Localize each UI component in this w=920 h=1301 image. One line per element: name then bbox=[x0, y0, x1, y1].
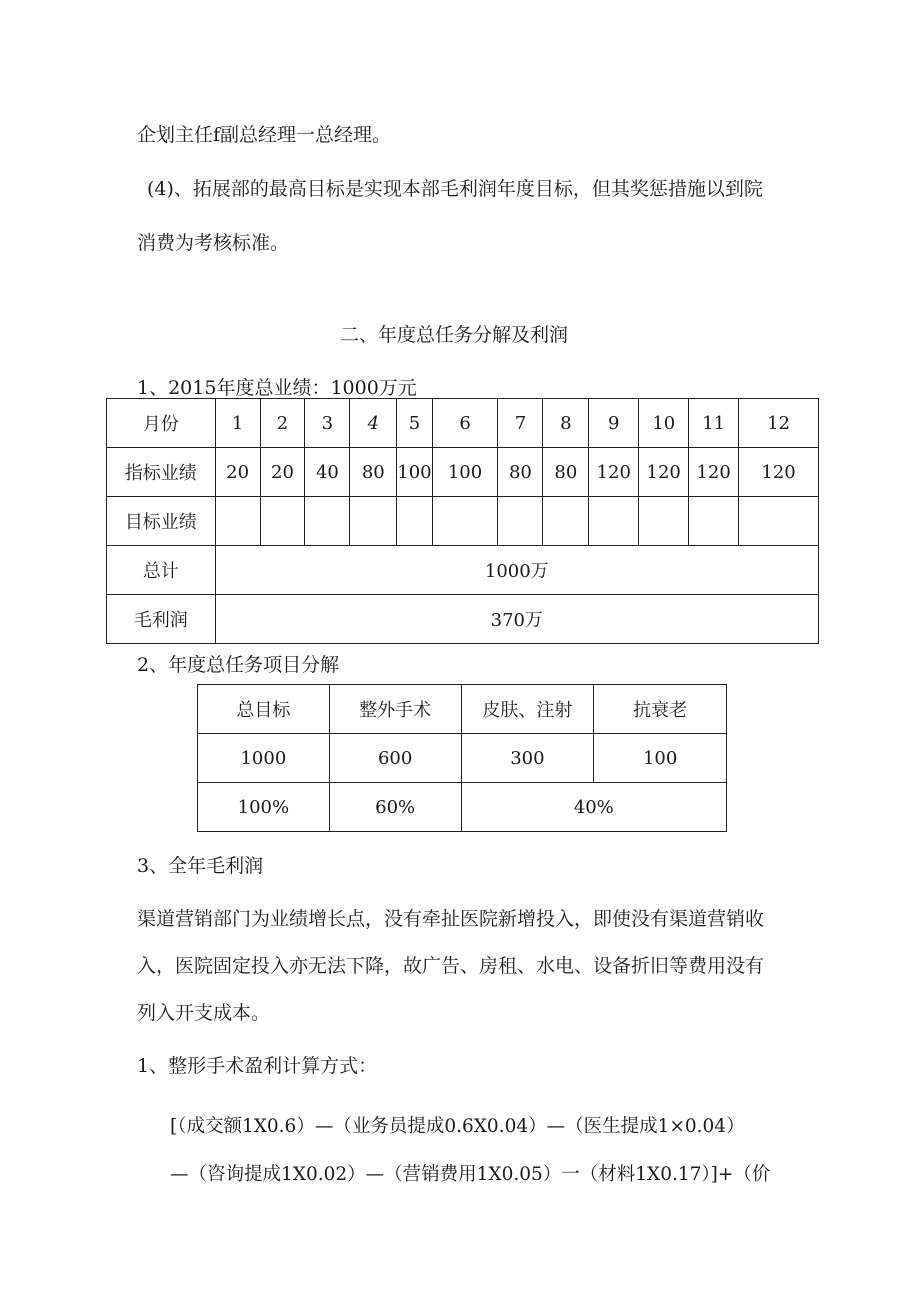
paragraph-line: 入，医院固定投入亦无法下降，故广告、房租、水电、设备折旧等费用没有 bbox=[137, 955, 765, 977]
table-row bbox=[198, 734, 727, 783]
total-value: 1000万 bbox=[215, 546, 818, 595]
row-label-gross-profit: 毛利润 bbox=[107, 595, 216, 644]
row-label-total: 总计 bbox=[107, 546, 216, 595]
row-label-month: 月份 bbox=[107, 399, 216, 448]
month-cell: 10 bbox=[639, 399, 689, 448]
percent-cell: 100% bbox=[198, 783, 330, 832]
gross-profit-value: 370万 bbox=[215, 595, 818, 644]
project-breakdown-table bbox=[197, 684, 727, 832]
indicator-cell: 40 bbox=[305, 448, 350, 497]
subheading: 3、全年毛利润 bbox=[137, 855, 264, 877]
target-cell bbox=[739, 497, 819, 546]
month-cell: 11 bbox=[689, 399, 739, 448]
subheading: 2、年度总任务项目分解 bbox=[137, 654, 340, 676]
header-cell: 整外手术 bbox=[329, 685, 461, 734]
percent-cell: 40% bbox=[461, 783, 726, 832]
section-title: 二、年度总任务分解及利润 bbox=[340, 324, 569, 346]
month-cell: 1 bbox=[215, 399, 260, 448]
indicator-cell: 100 bbox=[397, 448, 432, 497]
table-row bbox=[198, 685, 727, 734]
table-row bbox=[107, 399, 819, 448]
subheading: 1、2015年度总业绩：1000万元 bbox=[137, 377, 417, 399]
indicator-cell: 80 bbox=[498, 448, 543, 497]
indicator-cell: 20 bbox=[215, 448, 260, 497]
target-cell bbox=[260, 497, 305, 546]
value-cell: 600 bbox=[329, 734, 461, 783]
month-cell: 7 bbox=[498, 399, 543, 448]
table-row bbox=[107, 595, 819, 644]
paragraph-line: 列入开支成本。 bbox=[137, 1002, 271, 1024]
formula-line: [（成交额1X0.6）—（业务员提成0.6X0.04）—（医生提成1×0.04） bbox=[170, 1116, 745, 1137]
row-label-target: 目标业绩 bbox=[107, 497, 216, 546]
paragraph-line: 渠道营销部门为业绩增长点，没有牵扯医院新增投入，即使没有渠道营销收 bbox=[137, 908, 765, 930]
row-label-indicator: 指标业绩 bbox=[107, 448, 216, 497]
target-cell bbox=[498, 497, 543, 546]
month-cell: 4 bbox=[350, 399, 397, 448]
indicator-cell: 120 bbox=[689, 448, 739, 497]
month-cell: 9 bbox=[589, 399, 639, 448]
paragraph-line: 消费为考核标准。 bbox=[137, 232, 290, 254]
value-cell: 1000 bbox=[198, 734, 330, 783]
target-cell bbox=[350, 497, 397, 546]
target-cell bbox=[215, 497, 260, 546]
indicator-cell: 120 bbox=[739, 448, 819, 497]
month-cell: 3 bbox=[305, 399, 350, 448]
header-cell: 总目标 bbox=[198, 685, 330, 734]
month-cell: 12 bbox=[739, 399, 819, 448]
target-cell bbox=[639, 497, 689, 546]
target-cell bbox=[589, 497, 639, 546]
monthly-performance-table bbox=[106, 398, 819, 644]
value-cell: 300 bbox=[461, 734, 594, 783]
target-cell bbox=[689, 497, 739, 546]
target-cell bbox=[397, 497, 432, 546]
indicator-cell: 120 bbox=[589, 448, 639, 497]
table-row bbox=[198, 783, 727, 832]
table-row bbox=[107, 448, 819, 497]
month-cell: 8 bbox=[543, 399, 589, 448]
indicator-cell: 100 bbox=[432, 448, 498, 497]
paragraph-line: 企划主任f副总经理一总经理。 bbox=[137, 124, 392, 146]
month-cell: 6 bbox=[432, 399, 498, 448]
subheading: 1、整形手术盈利计算方式： bbox=[137, 1055, 378, 1077]
month-cell: 2 bbox=[260, 399, 305, 448]
header-cell: 皮肤、注射 bbox=[461, 685, 594, 734]
percent-cell: 60% bbox=[329, 783, 461, 832]
table-row bbox=[107, 546, 819, 595]
table-row bbox=[107, 497, 819, 546]
header-cell: 抗衰老 bbox=[594, 685, 727, 734]
formula-line: —（咨询提成1X0.02）—（营销费用1X0.05）一（材料1X0.17）]+（价 bbox=[170, 1164, 771, 1185]
target-cell bbox=[432, 497, 498, 546]
indicator-cell: 80 bbox=[543, 448, 589, 497]
target-cell bbox=[543, 497, 589, 546]
indicator-cell: 80 bbox=[350, 448, 397, 497]
paragraph-line: (4)、拓展部的最高目标是实现本部毛利润年度目标，但其奖惩措施以到院 bbox=[147, 178, 763, 200]
target-cell bbox=[305, 497, 350, 546]
month-cell: 5 bbox=[397, 399, 432, 448]
value-cell: 100 bbox=[594, 734, 727, 783]
indicator-cell: 20 bbox=[260, 448, 305, 497]
indicator-cell: 120 bbox=[639, 448, 689, 497]
